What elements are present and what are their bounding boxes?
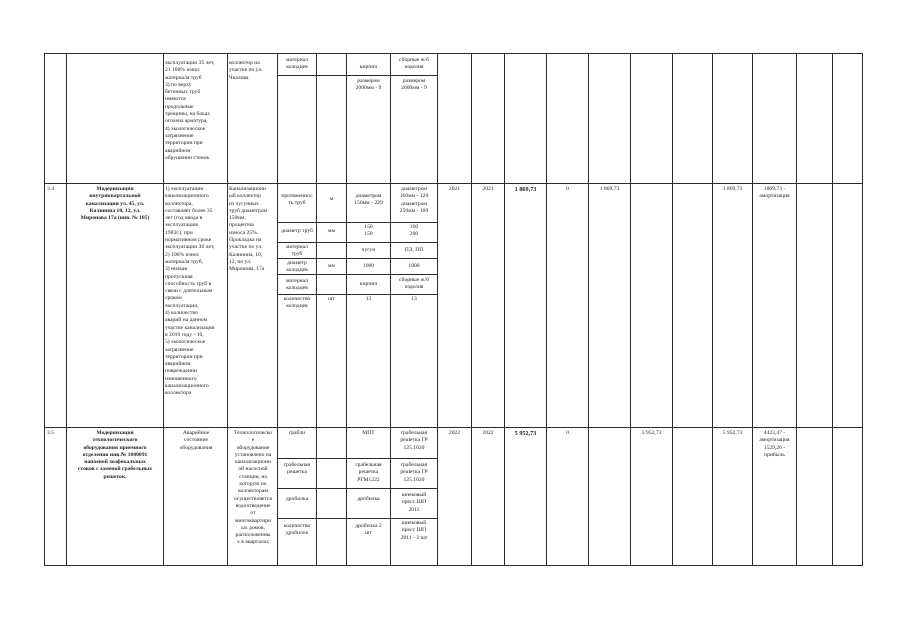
project-title: Модернизация технологического оборудования приемного отделения инв.№ 1000091 напоеной хозфекальных стоков с заменой грабельных решеток. — [77, 430, 153, 480]
param-separator — [277, 488, 437, 489]
param-before: МПТ — [362, 430, 375, 436]
param-name: грабельная решетка — [283, 462, 311, 476]
param-before: кирпич — [359, 281, 378, 287]
param-name: диаметр труб — [281, 228, 313, 234]
column-divider — [316, 53, 317, 566]
column-divider — [672, 53, 673, 566]
table-row-separator — [44, 427, 862, 428]
reason-text: Аварийное состояние оборудования — [179, 430, 213, 451]
param-separator — [277, 222, 437, 223]
param-after: 13 — [411, 296, 417, 302]
row1-param-after: сборные ж/б изделия — [399, 57, 429, 71]
param-after: 160 200 — [409, 224, 419, 238]
column-divider — [437, 53, 438, 566]
value-col-3: 5 952,73 — [641, 430, 662, 436]
column-divider — [163, 53, 164, 566]
year-end: 2022 — [482, 430, 494, 436]
table-bottom-border — [44, 565, 862, 566]
param-separator — [277, 518, 437, 519]
row1-current-state: коллектор на участке по ул. Чкалова — [229, 60, 263, 81]
column-divider — [66, 53, 67, 566]
param-before: дробилка — [357, 496, 380, 502]
funding-source: 1869,73 - амортизация — [759, 186, 790, 200]
param-after: диаметром 160мм - 120 диаметром 250мм - 109 — [399, 186, 429, 214]
param-separator — [277, 75, 437, 76]
year-start: 2021 — [448, 186, 461, 192]
row-number: 3.4 — [47, 186, 54, 192]
value-col-1: 0 — [566, 186, 569, 192]
table-row-separator — [44, 183, 862, 184]
param-before: грабельная решетка РГМ1222 — [355, 462, 382, 483]
param-after: грабельная решетка ГР 125.1020 — [400, 462, 428, 483]
param-after: шнековый пресс ШП 2011 — [401, 492, 427, 513]
column-divider — [471, 53, 472, 566]
value-col-4: 1 869,73 — [722, 186, 743, 192]
param-name: дробилка — [285, 496, 309, 502]
param-before: чугун — [361, 247, 376, 253]
param-unit: м — [329, 196, 334, 202]
param-name: количество колодцев — [283, 296, 311, 310]
param-name: количество дробилок — [283, 523, 311, 537]
column-divider — [546, 53, 547, 566]
table-top-border — [44, 53, 862, 54]
param-unit: мм — [327, 228, 336, 234]
row1-param-before: размером 2000мм - 9 — [355, 78, 382, 92]
column-divider — [588, 53, 589, 566]
total-cost: 5 952,73 — [514, 430, 537, 437]
funding-source: 4423,47 - амортизация 1529,26 - прибыль — [759, 430, 790, 458]
column-divider — [752, 53, 753, 566]
column-divider — [630, 53, 631, 566]
param-after: ПЭ, ПП — [404, 247, 424, 253]
total-cost: 1 869,73 — [514, 186, 537, 193]
current-state-text: Технологическо е оборудование установлено на канализационн ой насосной станции, на которую по коллекторам осуществляется водоотведение от многоквартирн ых домов, расположенны х в кварталах — [233, 430, 273, 546]
param-separator — [277, 458, 437, 459]
param-name: протяженнос ть труб — [281, 193, 313, 207]
column-divider — [504, 53, 505, 566]
column-divider — [832, 53, 833, 566]
param-after: шнековый пресс ШП 2011 - 2 шт — [400, 520, 428, 541]
param-unit: шт — [328, 296, 335, 302]
param-after: грабельная решетка ГР 125.1020 — [400, 430, 428, 451]
row1-param-name: материал колодцев — [286, 57, 308, 71]
param-separator — [277, 242, 437, 243]
param-name: материал колодцев — [286, 278, 308, 292]
param-after: 1000 — [408, 263, 420, 269]
param-before: дробилка 2 шт — [355, 523, 382, 537]
value-col-1: 0 — [566, 430, 569, 436]
param-before: 13 — [365, 296, 372, 302]
value-col-4: 5 952,73 — [722, 430, 743, 436]
current-state-text: Канализационн ый коллектор из чугунных труб диаметром 150мм, процентов износа 25%. Прокладка на участке по ул. Калинина, 10, 12, по ул. Миронова, 17а — [229, 186, 268, 273]
column-divider — [862, 53, 863, 566]
reason-text: 1) эксплуатация канализационного коллектора, составляет более 35 лет (год ввода в эксплуатацию 1983г.), при нормативном сроке эксплуатации 30 лет, 2) 100% износ материала труб, 3) низкая пропускная способность труб в связи с длительным сроком эксплуатации, 4) количество аварий на данном участке канализации в 2019 году - 10, 5) экологическое загрязнение территории при аварийном повреждении изношенного канализационного коллектора — [165, 186, 215, 397]
column-divider — [390, 53, 391, 566]
param-before: 150 150 — [364, 224, 373, 238]
column-divider — [44, 53, 45, 566]
row1-param-before: кирпич — [359, 64, 378, 70]
column-divider — [227, 53, 228, 566]
row1-param-after: размером 2000мм - 9 — [401, 78, 427, 92]
param-unit: мм — [327, 263, 336, 269]
column-divider — [712, 53, 713, 566]
year-end: 2021 — [482, 186, 494, 192]
column-divider — [346, 53, 347, 566]
param-before: 1000 — [362, 263, 375, 269]
row1-reason: эксплуатации 35 лет, 21 100% износ материала труб 3) по верху бетонных труб имеются продольные трещины, на боках оголена арматура, 4) экологическое загрязнение территории при аварийном обрушении стенок — [165, 60, 215, 161]
param-name: материал труб — [286, 244, 308, 258]
param-after: сборные ж/б изделия — [399, 277, 429, 291]
param-before: диаметром 150мм - 229 — [354, 193, 383, 207]
param-name: диаметр колодцев — [286, 260, 308, 274]
column-divider — [796, 53, 797, 566]
year-start: 2022 — [448, 430, 461, 436]
param-name: грабли — [288, 430, 306, 436]
value-col-2: 1 869,73 — [599, 186, 620, 192]
param-separator — [277, 294, 437, 295]
row-number: 3.5 — [47, 430, 54, 436]
project-title: Модернизация внутриквартальной канализации ул. 45, ул. Калинина 10, 12, ул. Миронова 17а (инв. № 105) — [80, 186, 150, 222]
